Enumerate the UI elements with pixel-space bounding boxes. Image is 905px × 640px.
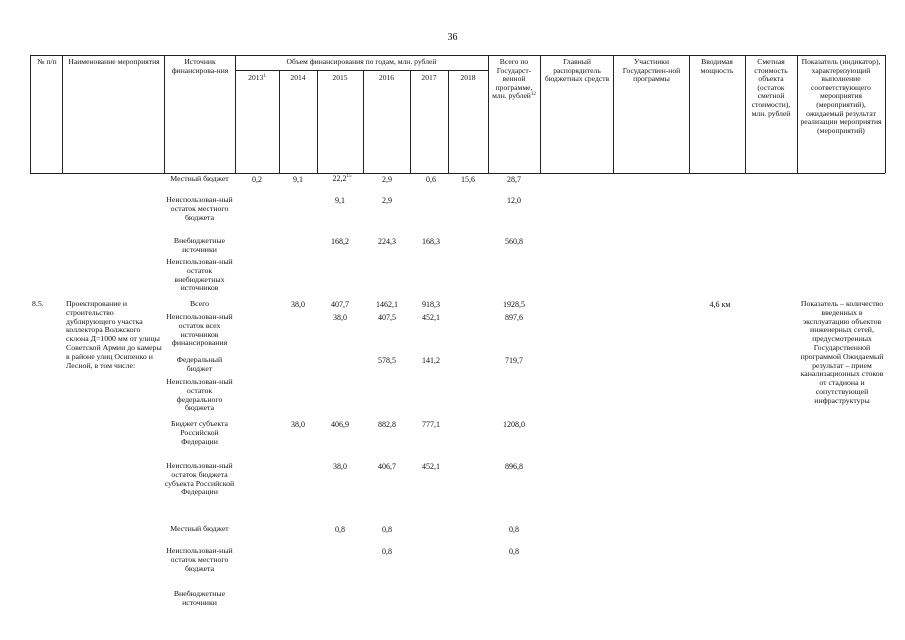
value-cell: 2,9 — [382, 196, 392, 205]
source-cell: Неиспользован-ный остаток бюджета субъекта Российской Федерации — [164, 461, 235, 497]
total-cell: 560,8 — [505, 237, 523, 246]
value-cell: 1462,1 — [376, 300, 398, 309]
value-cell: 141,2 — [422, 356, 440, 365]
value-cell: 224,3 — [378, 237, 396, 246]
col-line — [448, 70, 449, 173]
value-cell: 0,8 — [382, 547, 392, 556]
header-volume: Объем финансирования по годам, млн. рублей — [286, 57, 437, 66]
value-cell: 407,7 — [331, 300, 349, 309]
years-divider-line — [235, 70, 488, 71]
source-cell: Неиспользован-ный остаток внебюджетных источников — [166, 257, 233, 293]
header-bottom-line — [30, 173, 885, 174]
value-cell: 38,0 — [291, 420, 305, 429]
indicator-cell: Показатель – количество введенных в эксплуатацию объектов инженерных сетей, предусмотренных Государственной программой Ожидаемый результат – прием канализационных стоков от стадиона и сопутствующей инфраструктуры — [800, 299, 884, 405]
col-line — [164, 55, 165, 173]
value-cell: 22,2$^{15}$ — [332, 174, 352, 183]
header-distributor: Главный распорядитель бюджетных средств — [544, 57, 610, 84]
item-name: Проектирование и строительство дублирующего участка коллектора Волжского склона Д=1000 мм от улицы Советской Армии до камеры в районе улиц Осипенко и Лесной, в том числе: — [66, 299, 162, 370]
header-year-2018: 2018 — [460, 73, 476, 82]
value-cell: 9,1 — [335, 196, 345, 205]
value-cell: 0,6 — [426, 175, 436, 184]
source-cell: Внебюджетные источники — [173, 589, 226, 607]
total-cell: 1208,0 — [503, 420, 525, 429]
value-cell: 0,8 — [382, 525, 392, 534]
finance-table — [30, 55, 885, 640]
col-line — [797, 55, 798, 173]
col-line — [279, 70, 280, 173]
col-line — [30, 55, 31, 173]
total-cell: 12,0 — [507, 196, 521, 205]
header-participants: Участники Государствен-ной программы — [622, 57, 681, 84]
header-year-2015: 2015 — [332, 73, 348, 82]
header-source: Источник финансирова-ния — [171, 57, 229, 75]
total-cell: 719,7 — [505, 356, 523, 365]
col-line — [363, 70, 364, 173]
header-year-2014: 2014 — [290, 73, 306, 82]
header-indicator: Показатель (индикатор), характеризующий выполнение соответствующего мероприятия (мероприятий), ожидаемый результат реализации мероприятия (мероприятий) — [800, 57, 882, 135]
header-year-2013: 2013$^1$ — [248, 73, 266, 82]
value-cell: 9,1 — [293, 175, 303, 184]
col-line — [689, 55, 690, 173]
header-name: Наименование мероприятия — [68, 57, 160, 66]
page-number: 36 — [447, 32, 458, 43]
capacity-cell: 4,6 км — [709, 300, 731, 309]
col-line — [488, 55, 489, 173]
col-line — [317, 70, 318, 173]
value-cell: 777,1 — [422, 420, 440, 429]
col-line — [885, 55, 886, 173]
value-cell: 38,0 — [333, 313, 347, 322]
item-number: 8.5. — [32, 299, 44, 308]
total-cell: 897,6 — [505, 313, 523, 322]
value-cell: 168,3 — [422, 237, 440, 246]
value-cell: 452,1 — [422, 313, 440, 322]
header-year-2016: 2016 — [378, 73, 395, 82]
value-cell: 406,7 — [378, 462, 396, 471]
value-cell: 168,2 — [331, 237, 349, 246]
value-cell: 407,5 — [378, 313, 396, 322]
col-line — [410, 70, 411, 173]
header-top-line — [30, 55, 885, 56]
value-cell: 578,5 — [378, 356, 396, 365]
value-cell: 38,0 — [291, 300, 305, 309]
source-cell: Неиспользован-ный остаток местного бюджета — [166, 195, 233, 222]
header-total: Всего по Государст-венной программе, млн. рублей$^{12}$ — [492, 57, 536, 101]
total-cell: 0,8 — [509, 525, 519, 534]
value-cell: 882,8 — [378, 420, 396, 429]
source-cell: Внебюджетные источники — [173, 236, 226, 254]
col-line — [62, 55, 63, 173]
value-cell: 2,9 — [382, 175, 392, 184]
source-cell: Федеральный бюджет — [176, 355, 223, 373]
value-cell: 0,8 — [335, 525, 345, 534]
col-line — [235, 55, 236, 173]
header-number: № п/п — [37, 57, 57, 66]
value-cell: 406,9 — [331, 420, 349, 429]
value-cell: 0,2 — [252, 175, 262, 184]
total-cell: 1928,5 — [503, 300, 525, 309]
col-line — [540, 55, 541, 173]
source-cell: Местный бюджет — [170, 524, 229, 533]
header-year-2017: 2017 — [421, 73, 437, 82]
source-cell: Местный бюджет — [170, 174, 229, 183]
source-cell: Неиспользован-ный остаток местного бюджета — [166, 546, 233, 573]
header-cost: Сметная стоимость объекта (остаток сметной стоимости), млн. рублей — [751, 57, 791, 118]
col-line — [613, 55, 614, 173]
total-cell: 0,8 — [509, 547, 519, 556]
value-cell: 918,3 — [422, 300, 440, 309]
col-line — [745, 55, 746, 173]
source-cell: Всего — [189, 299, 210, 308]
value-cell: 452,1 — [422, 462, 440, 471]
value-cell: 38,0 — [333, 462, 347, 471]
total-cell: 28,7 — [507, 175, 521, 184]
source-cell: Бюджет субъекта Российской Федерации — [170, 419, 229, 446]
total-cell: 896,8 — [505, 462, 523, 471]
source-cell: Неиспользован-ный остаток всех источников финансирования — [166, 312, 233, 348]
source-cell: Неиспользован-ный остаток федерального бюджета — [166, 377, 233, 413]
value-cell: 15,6 — [461, 175, 475, 184]
header-capacity: Вводимая мощность — [700, 57, 734, 75]
